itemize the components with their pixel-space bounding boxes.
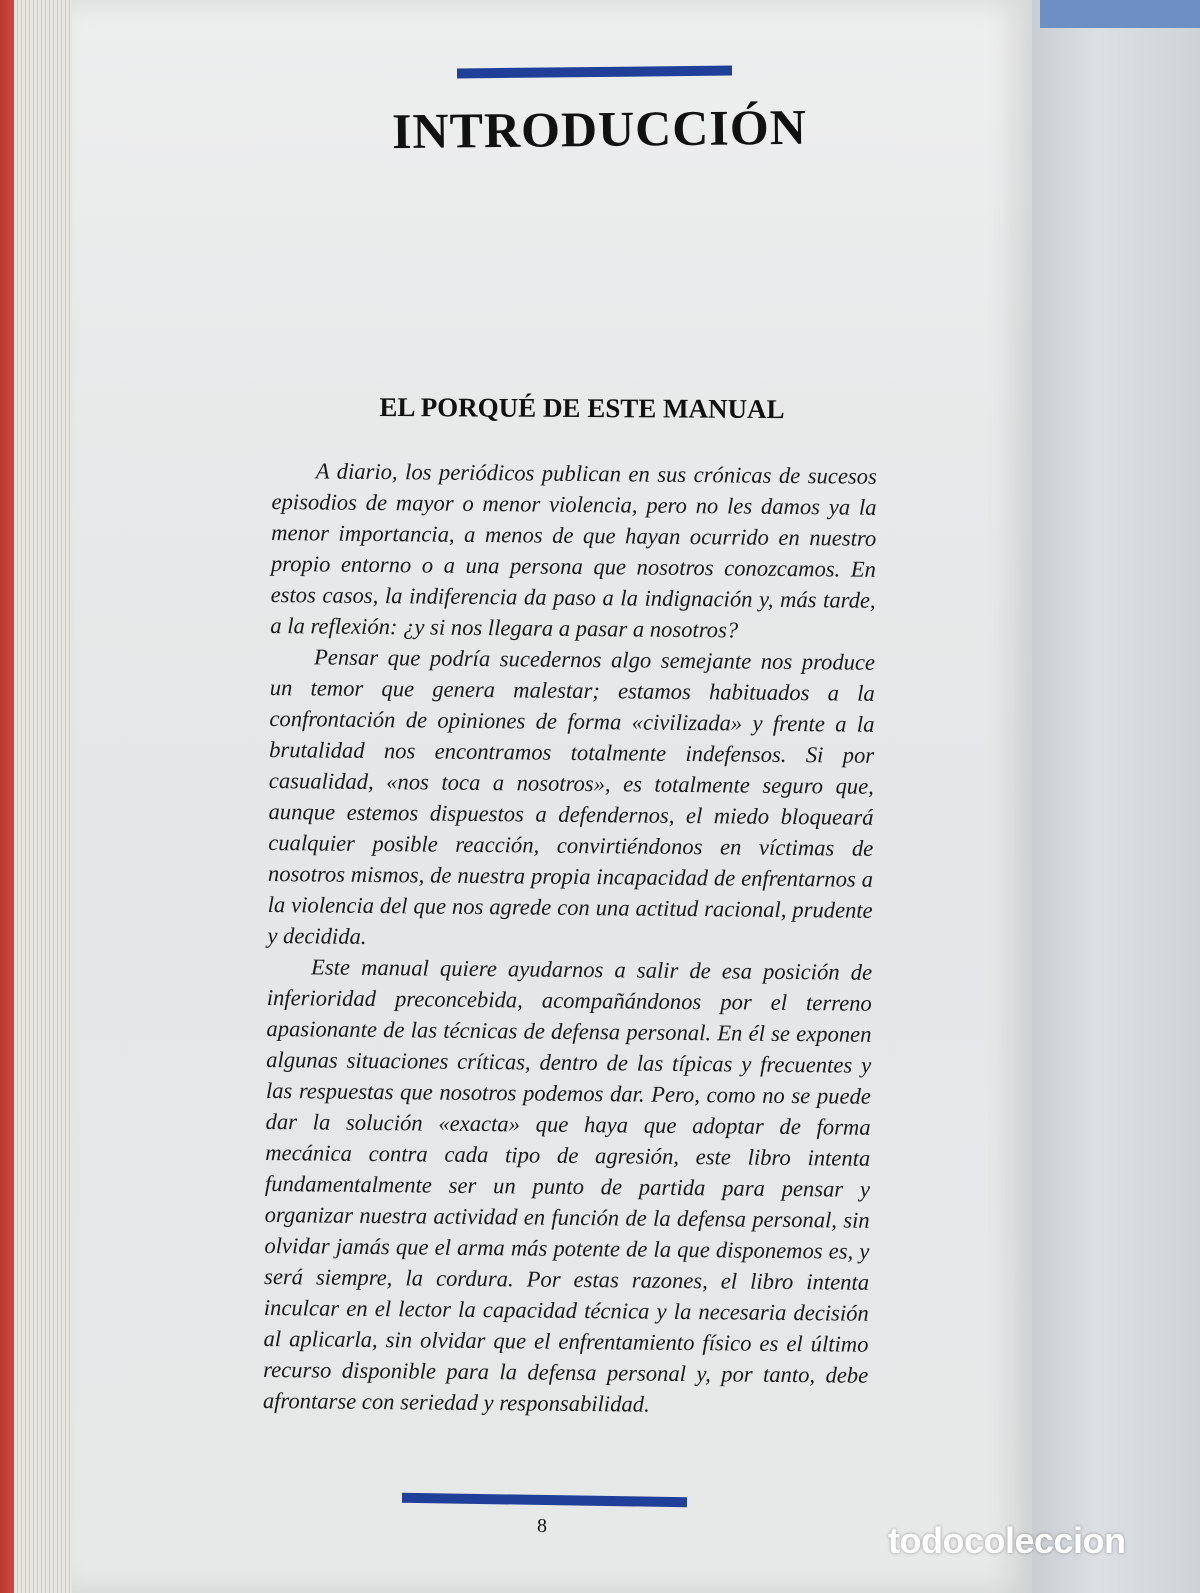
book-page [72,0,1032,1593]
section-title: EL PORQUÉ DE ESTE MANUAL [379,391,785,425]
page-number: 8 [537,1515,547,1537]
facing-page-blue-strip [1040,0,1200,28]
paragraph-1: A diario, los periódicos publican en sus crónicas de sucesos episodios de mayor o menor violencia, pero no les damos ya la menor importancia, a menos de que hayan ocurrido en nuestro propio entorno o a una persona que nosotros conozcamos. En estos casos, la indiferencia da paso a la indignación y, más tarde, a la reflexión: ¿y si nos llegara a pasar a nosotros? [270,458,877,643]
watermark-logo: todocoleccion [888,1520,1126,1561]
facing-page [1030,0,1200,1593]
paragraph-2: Pensar que podría sucedernos algo semejante nos produce un temor que genera malestar; estamos habituados a la confrontación de opiniones de forma «civilizada» y frente a la brutalidad nos encontramos totalmente indefensos. Si por casualidad, «nos toca a nosotros», es totalmente seguro que, aunque estemos dispuestos a defendernos, el miedo bloqueará cualquier posible reacción, convirtiéndonos en víctimas de nosotros mismos, de nuestra propia incapacidad de enfrentarnos a la violencia del que nos agrede con una actitud racional, prudente y decidida. [267,644,876,949]
chapter-title: INTRODUCCIÓN [391,98,808,160]
body-text [263,455,877,1422]
bottom-blue-rule [402,1493,687,1507]
top-blue-rule [457,66,732,79]
paragraph-3: Este manual quiere ayudarnos a salir de esa posición de inferioridad preconcebida, acompañándonos por el terreno apasionante de las técnicas de defensa personal. En él se exponen algunas situaciones críticas, dentro de las típicas y frecuentes y las respuestas que nosotros podemos dar. Pero, como no se puede dar la solución «exacta» que haya que adoptar de forma mecánica contra cada tipo de agresión, este libro intenta fundamentalmente ser un punto de partida para pensar y organizar nuestra actividad en función de la defensa personal, sin olvidar jamás que el arma más potente de la que disponemos es, y será siempre, la cordura. Por estas razones, el libro intenta inculcar en el lector la capacidad técnica y la necesaria decisión al aplicarla, sin olvidar que el enfrentamiento físico es el último recurso disponible para la defensa personal y, por tanto, debe afrontarse con seriedad y responsabilidad. [262,954,873,1417]
